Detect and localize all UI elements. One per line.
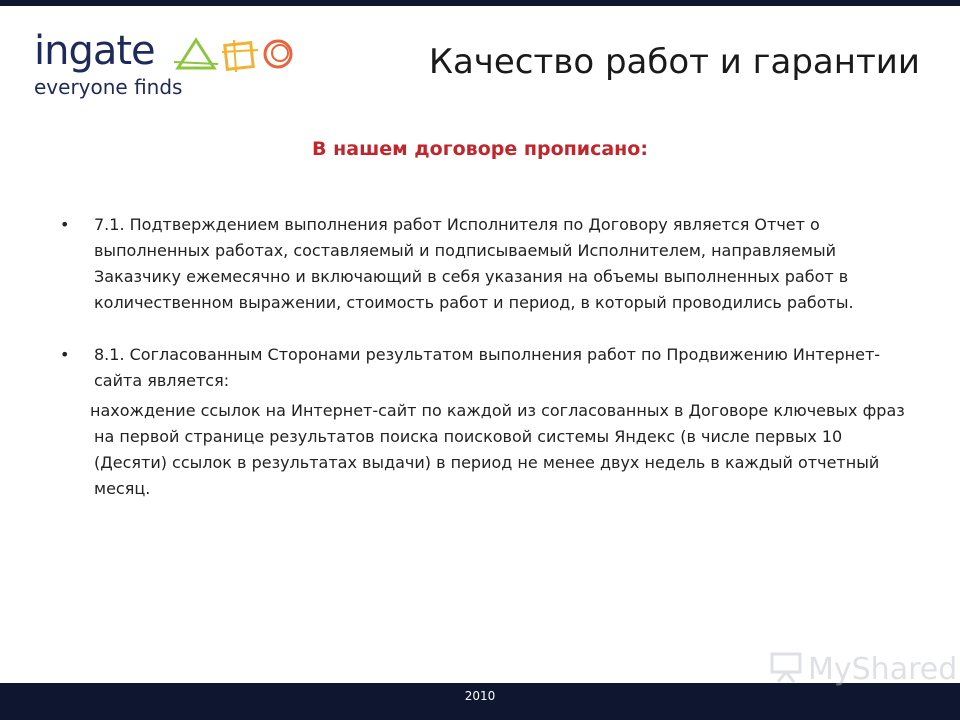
presentation-board-icon: [768, 650, 804, 684]
logo-tagline: everyone finds: [34, 75, 183, 99]
footer-bar: [0, 683, 960, 720]
ingate-logo: [34, 30, 314, 110]
top-bar: [0, 0, 960, 6]
slide-title: Качество работ и гарантии: [428, 42, 920, 82]
watermark-text: MyShared: [808, 652, 958, 687]
logo-wordmark: ingate: [34, 28, 155, 74]
bullet-item: [60, 212, 904, 316]
slide-content: [60, 212, 920, 502]
bullet-marker: •: [60, 215, 70, 234]
bullet-text: 7.1. Подтверждением выполнения работ Исполнителя по Договору является Отчет о выполненных работах, составляемый и подписываемый Исполнителем, направляемый Заказчику ежемесячно и включающий в себя указания на объемы выполненных работ в количественном выражении, стоимость работ и период, в который проводились работы.: [94, 215, 854, 312]
logo-shapes-icon: [174, 34, 304, 74]
bullet-item: [60, 342, 904, 394]
slide-subtitle: В нашем договоре прописано:: [312, 138, 648, 160]
bullet-text: 8.1. Согласованным Сторонами результатом выполнения работ по Продвижению Интернет-сайта является:: [94, 345, 881, 390]
footer-year: 2010: [464, 689, 496, 703]
myshared-watermark: [768, 650, 958, 688]
bullet-marker: •: [60, 345, 70, 364]
indented-paragraph: нахождение ссылок на Интернет-сайт по каждой из согласованных в Договоре ключевых фраз на первой странице результатов поиска поисковой системы Яндекс (в числе первых 10 (Десяти) ссылок в результатах выдачи) в период не менее двух недель в каждый отчетный месяц.: [90, 401, 905, 498]
